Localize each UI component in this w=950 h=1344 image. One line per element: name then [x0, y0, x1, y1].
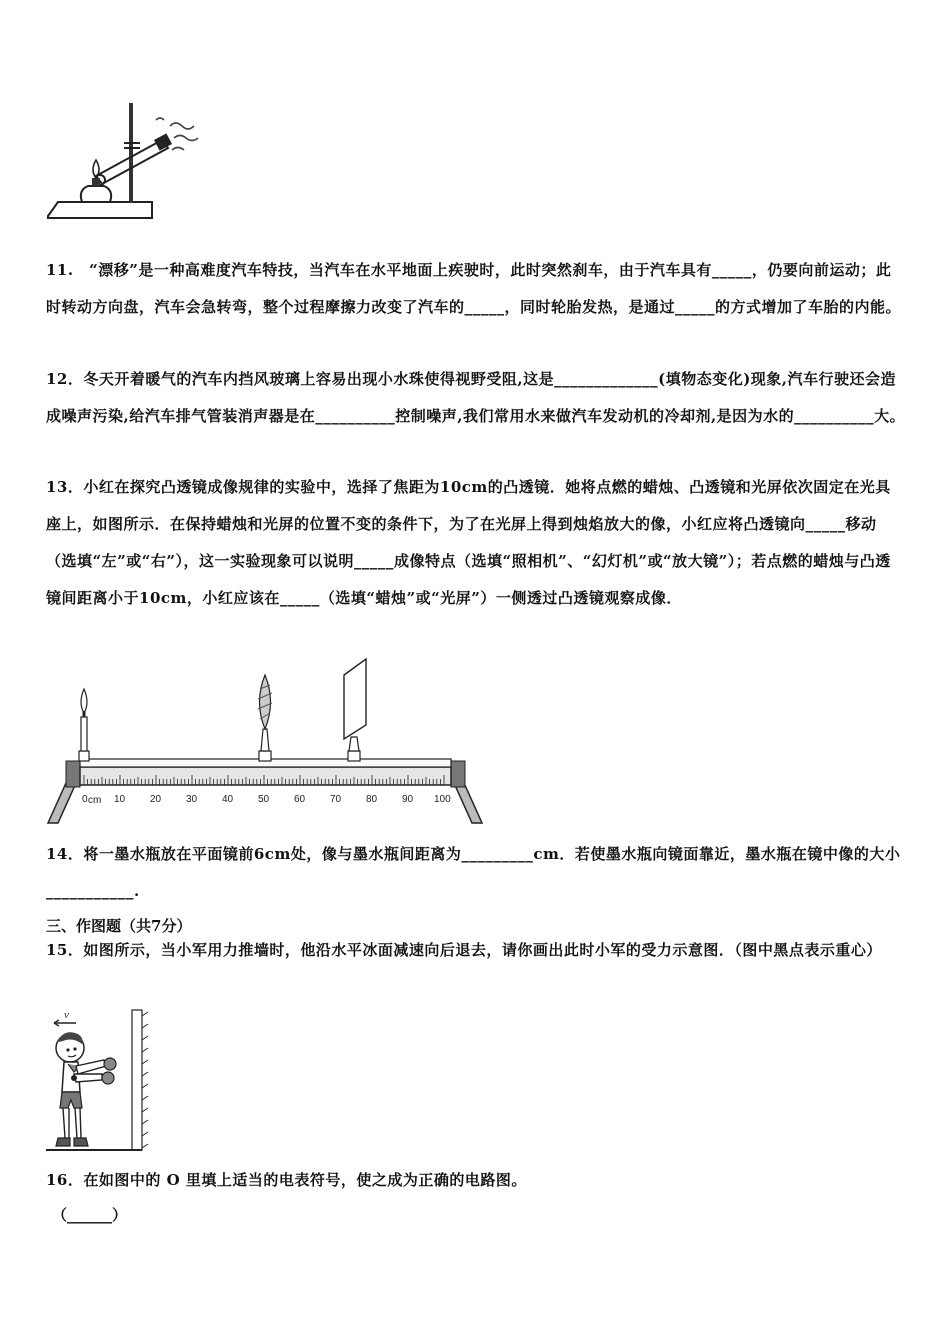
- tick-label: 50: [258, 794, 270, 805]
- question-15: 15．如图所示，当小军用力推墙时，他沿水平冰面减速向后退去，请你画出此时小军的受力示意图．（图中黑点表示重心）: [46, 941, 882, 959]
- tick-label: 80: [366, 794, 378, 805]
- tick-label: 40: [222, 794, 234, 805]
- tick-label: 100: [434, 794, 451, 805]
- question-14: 14．将一墨水瓶放在平面镜前6cm处，像与墨水瓶间距离为_________cm．若使墨水瓶向镜面靠近，墨水瓶在镜中像的大小___________.: [46, 845, 901, 900]
- tick-unit: cm: [88, 795, 102, 806]
- candle: [79, 689, 89, 761]
- tick-label: 90: [402, 794, 414, 805]
- tick-label: 0: [82, 794, 88, 805]
- velocity-label: v: [64, 1009, 69, 1021]
- question-11: 11. “漂移”是一种高难度汽车特技，当汽车在水平地面上疾驶时，此时突然刹车，由于汽车具有_____，仍要向前运动；此时转动方向盘，汽车会急转弯，整个过程摩擦力改变了汽车的_____，同时轮胎发热，是通过_____的方式增加了车胎的内能。: [46, 261, 902, 316]
- question-12: 12．冬天开着暖气的汽车内挡风玻璃上容易出现小水珠使得视野受阻,这是_____________(填物态变化)现象,汽车行驶还会造成噪声污染,给汽车排气管装消声器是在__________控制噪声,我们常用水来做汽车发动机的冷却剂,是因为水的__________大。: [46, 370, 906, 425]
- optical-bench-figure: [44, 655, 489, 827]
- tick-label: 20: [150, 794, 162, 805]
- answer-blank: （______）: [52, 1206, 128, 1224]
- tick-label: 70: [330, 794, 342, 805]
- section-heading-drawing: 三、作图题（共7分）: [46, 917, 192, 935]
- tick-label: 30: [186, 794, 198, 805]
- light-screen: [344, 659, 366, 761]
- test-tube-heating-figure: [44, 98, 204, 228]
- tick-label: 60: [294, 794, 306, 805]
- question-16: 16．在如图中的 O 里填上适当的电表符号，使之成为正确的电路图。: [46, 1171, 527, 1189]
- boy-pushing-wall-figure: [44, 1008, 150, 1156]
- question-13: 13．小红在探究凸透镜成像规律的实验中，选择了焦距为10cm的凸透镜．她将点燃的蜡烛、凸透镜和光屏依次固定在光具座上，如图所示．在保持蜡烛和光屏的位置不变的条件下，为了在光屏上得到烛焰放大的像，小红应将凸透镜向_____移动（选填“左”或“右”），这一实验现象可以说明_____成像特点（选填“照相机”、“幻灯机”或“放大镜”）；若点燃的蜡烛与凸透镜间距离小于10cm，小红应该在_____（选填“蜡烛”或“光屏”）一侧透过凸透镜观察成像．: [46, 478, 891, 607]
- convex-lens: [258, 675, 272, 761]
- tick-label: 10: [114, 794, 126, 805]
